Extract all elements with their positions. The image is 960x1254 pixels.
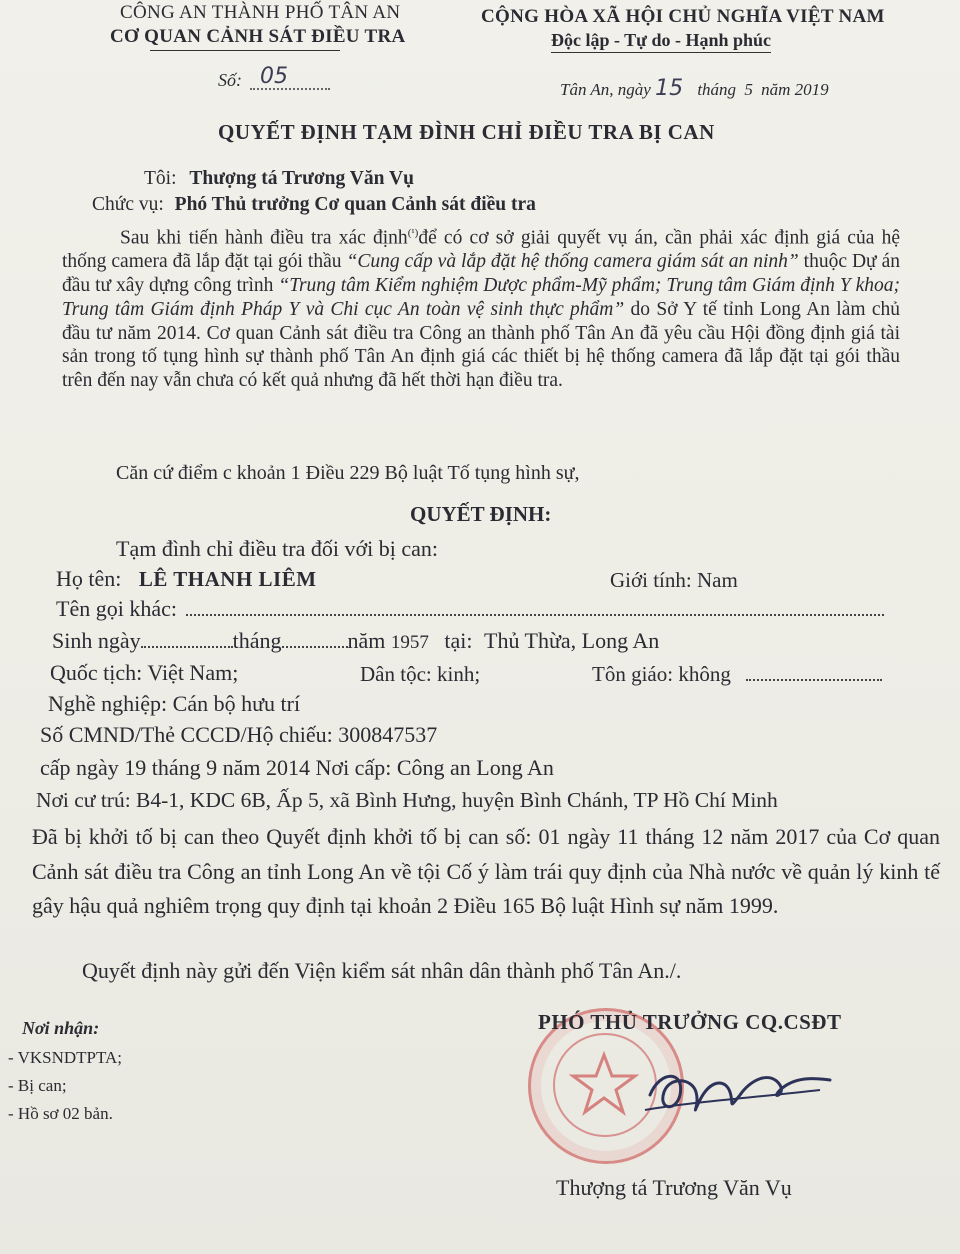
birth-year-label: năm (347, 628, 386, 653)
religion-value: không (678, 662, 731, 686)
alias-dots (186, 614, 884, 616)
country-name: CỘNG HÒA XÃ HỘI CHỦ NGHĨA VIỆT NAM (481, 6, 885, 27)
job-label: Nghề nghiệp: (48, 691, 168, 716)
signer-name (556, 1175, 792, 1201)
alias-label: Tên gọi khác: (56, 596, 177, 621)
religion-line (592, 662, 882, 687)
gender-value: Nam (696, 568, 738, 592)
nationality-label: Quốc tịch: (50, 660, 143, 685)
birth-day-label: Sinh ngày (52, 628, 141, 653)
chucvu-label: Chức vụ: (92, 194, 164, 215)
date-month: 5 (744, 80, 753, 99)
agency-parent: CÔNG AN THÀNH PHỐ TÂN AN (120, 2, 401, 23)
alias-line (56, 596, 884, 622)
reason-paragraph: Sau khi tiến hành điều tra xác định$^{(^1)}$để có cơ sở giải quyết vụ án, cần phải xác định giá của hệ thống camera đã lắp đặt tại gói thầu “Cung cấp và lắp đặt hệ thống camera giám sát an ninh” thuộc Dự án đầu tư xây dựng công trình “Trung tâm Kiểm nghiệm Dược phẩm-Mỹ phẩm; Trung tâm Giám định Y khoa; Trung tâm Giám định Pháp Y và Chi cục An toàn vệ sinh thực phẩm” do Sở Y tế tỉnh Long An làm chủ đầu tư năm 2014. Cơ quan Cảnh sát điều tra Công an thành phố Tân An đã yêu cầu Hội đồng định giá tài sản trong tố tụng hình sự thành phố Tân An định giá các thiết bị hệ thống camera đã lắp đặt tại gói thầu trên đến nay vẫn chưa có kết quả nhưng đã hết thời hạn điều tra. (62, 227, 901, 392)
decision-intro: Tạm đình chỉ điều tra đối với bị can: (116, 536, 438, 561)
legal-basis: Căn cứ điểm c khoản 1 Điều 229 Bộ luật Tố tụng hình sự, (116, 462, 580, 484)
issue-line: cấp ngày 19 tháng 9 năm 2014 Nơi cấp: Công an Long An (40, 755, 554, 780)
gender-line (610, 568, 738, 593)
signature-icon (630, 1040, 850, 1130)
id-line (40, 722, 437, 748)
name-value: LÊ THANH LIÊM (138, 567, 317, 591)
signer-title: PHÓ THỦ TRƯỞNG CQ.CSĐT (538, 1010, 842, 1034)
send-to: Quyết định này gửi đến Viện kiểm sát nhân dân thành phố Tân An./. (82, 958, 682, 983)
document-title: QUYẾT ĐỊNH TẠM ĐÌNH CHỈ ĐIỀU TRA BỊ CAN (218, 120, 715, 144)
agency-underline (150, 50, 340, 51)
name-label: Họ tên: (56, 566, 122, 591)
ethnic-line (360, 662, 480, 687)
recipient-item: - VKSNDTPTA; (8, 1048, 123, 1067)
job-line (48, 691, 300, 717)
toi-label: Tôi: (144, 168, 177, 189)
job-value: Cán bộ hưu trí (172, 691, 301, 716)
ethnic-value: kinh; (436, 662, 481, 686)
recipient-item: - Hồ sơ 02 bản. (8, 1104, 113, 1123)
date-place: Tân An, ngày (560, 80, 651, 99)
date-year: 2019 (794, 80, 829, 99)
birth-day-dots (141, 646, 233, 648)
id-value: 300847537 (338, 722, 438, 747)
birth-place: Thủ Thừa, Long An (484, 628, 660, 653)
chucvu-value: Phó Thủ trưởng Cơ quan Cảnh sát điều tra (174, 194, 536, 215)
number-value: 05 (260, 64, 288, 89)
decision-heading: QUYẾT ĐỊNH: (410, 502, 552, 526)
number-dots (250, 88, 330, 90)
birth-place-label: tại: (444, 628, 473, 653)
gender-label: Giới tính: (610, 568, 692, 592)
date-line (560, 76, 829, 101)
ethnic-label: Dân tộc: (360, 662, 432, 686)
date-day: 15 (655, 76, 684, 101)
signer-name-text: Thượng tá Trương Văn Vụ (556, 1175, 792, 1200)
id-label: Số CMND/Thẻ CCCD/Hộ chiếu: (40, 722, 333, 747)
motto: Độc lập - Tự do - Hạnh phúc (551, 30, 771, 53)
nationality-line (50, 660, 238, 686)
nationality-value: Việt Nam; (147, 660, 239, 685)
birth-month-dots (282, 646, 348, 648)
birth-year: 1957 (390, 632, 429, 653)
issuer-line (144, 168, 414, 190)
date-month-label: tháng (697, 80, 737, 99)
residence-line: Nơi cư trú: B4-1, KDC 6B, Ấp 5, xã Bình Hưng, huyện Bình Chánh, TP Hồ Chí Minh (36, 788, 778, 812)
seal-star-icon (569, 1049, 639, 1119)
birth-line (52, 628, 659, 654)
name-line (56, 566, 317, 592)
religion-dots (746, 679, 882, 681)
recipients-label: Nơi nhận: (22, 1018, 100, 1038)
religion-label: Tôn giáo: (592, 662, 674, 686)
number-label: Số: (218, 70, 242, 90)
position-line (92, 194, 536, 216)
birth-month-label: tháng (232, 628, 282, 653)
toi-value: Thượng tá Trương Văn Vụ (189, 168, 414, 189)
charge-paragraph: Đã bị khởi tố bị can theo Quyết định khởi tố bị can số: 01 ngày 11 tháng 12 năm 2017 của Cơ quan Cảnh sát điều tra Công an tỉnh Long An về tội Cố ý làm trái quy định của Nhà nước về quản lý kinh tế gây hậu quả nghiêm trọng quy định tại khoản 2 Điều 165 Bộ luật Hình sự năm 1999. (32, 824, 940, 918)
date-year-label: năm (761, 80, 791, 99)
agency-name: CƠ QUAN CẢNH SÁT ĐIỀU TRA (110, 26, 406, 47)
recipient-item: - Bị can; (8, 1076, 67, 1095)
